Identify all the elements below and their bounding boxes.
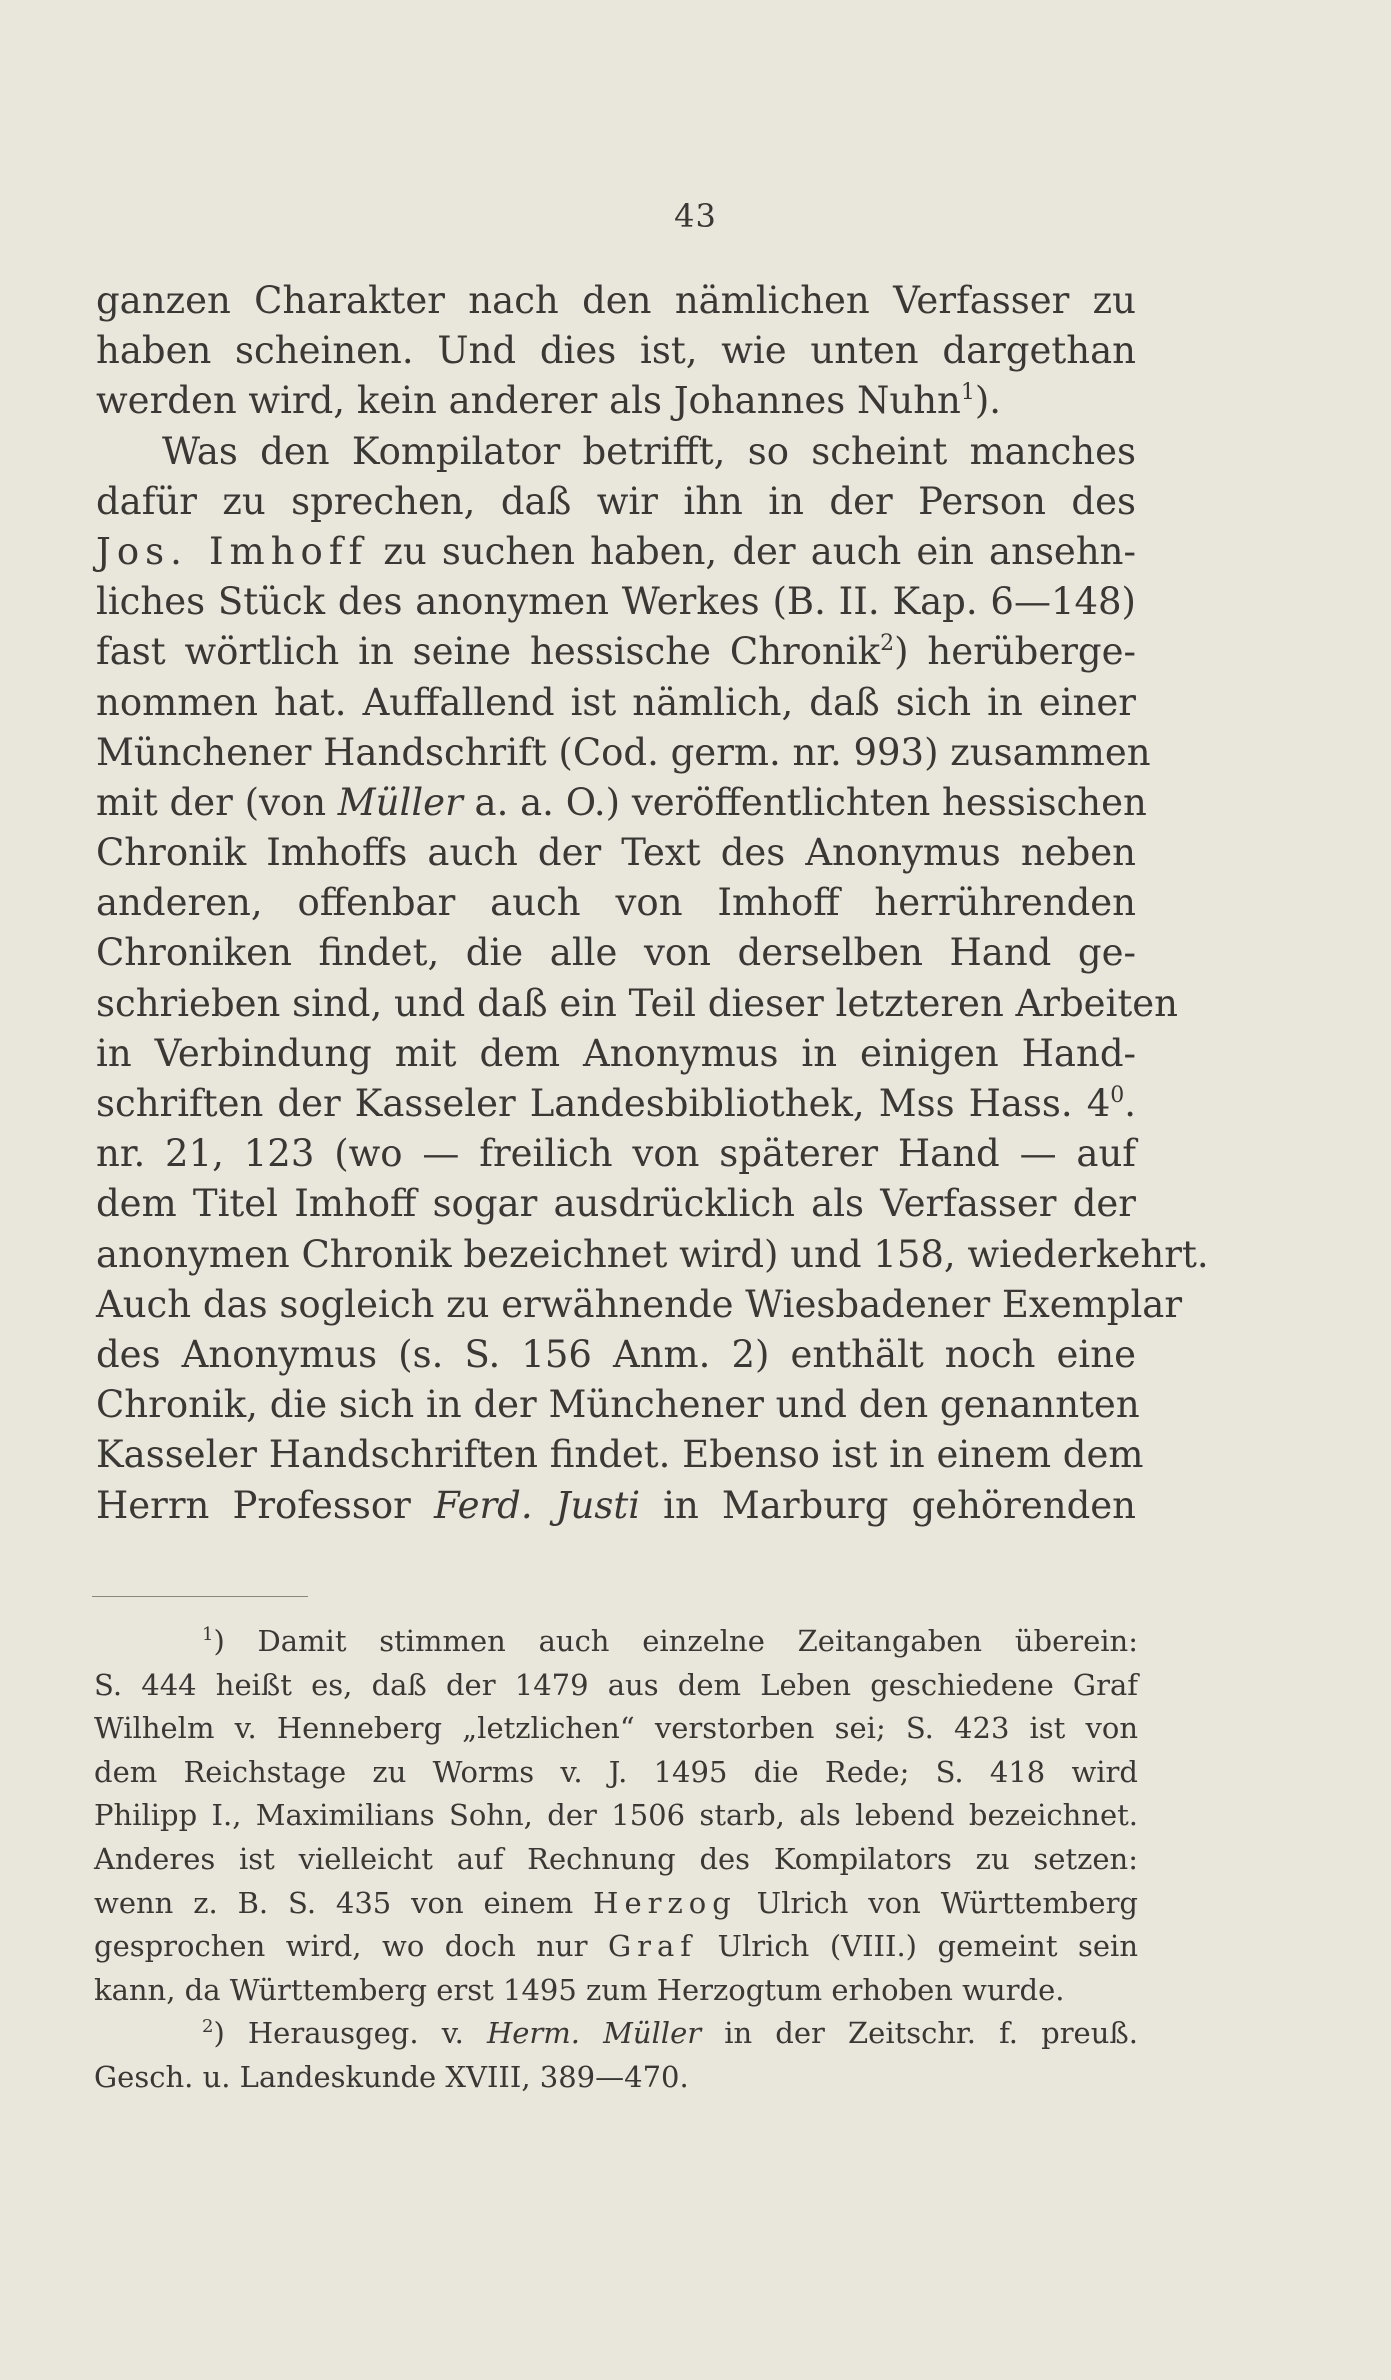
text-line: anderen, offenbar auch von Imhoff herrührenden: [96, 881, 1136, 925]
italic-author: Müller: [337, 780, 463, 824]
text-line: anonymen Chronik bezeichnet wird) und 158, wiederkehrt.: [96, 1232, 1209, 1276]
footnote-1-line: kann, da Württemberg erst 1495 zum Herzogtum erhoben wurde.: [94, 1972, 1065, 2007]
text-line: des Anonymus (s. S. 156 Anm. 2) enthält noch eine: [96, 1332, 1136, 1376]
text-line: schrieben sind, und daß ein Teil dieser letzteren Arbeiten: [96, 981, 1178, 1025]
text-line: nr. 21, 123 (wo — freilich von späterer Hand — auf: [96, 1132, 1136, 1176]
footnote-ref-1: 1: [960, 380, 975, 406]
text-line: Auch das sogleich zu erwähnende Wiesbadener Exemplar: [96, 1282, 1183, 1326]
text-line: Chronik Imhoffs auch der Text des Anonymus neben: [96, 831, 1136, 875]
footnote-divider: [92, 1596, 308, 1597]
footnote-1-marker: 1: [202, 1624, 214, 1645]
text-line: schriften der Kasseler Landesbibliothek, Mss Hass. $4^0$.: [96, 1082, 1136, 1125]
text-line: liches Stück des anonymen Werkes (B. II. Kap. 6—148): [96, 580, 1136, 624]
footnote-1-line: wenn z. B. S. 435 von einem Herzog Ulrich von Württemberg: [94, 1885, 1138, 1920]
paragraph-start-line: Was den Kompilator betrifft, so scheint manches: [162, 429, 1136, 473]
text-line: in Verbindung mit dem Anonymus in einigen Hand-: [96, 1031, 1136, 1075]
text-line: haben scheinen. Und dies ist, wie unten dargethan: [96, 329, 1136, 373]
footnote-1-line: $^1$) Damit stimmen auch einzelne Zeitangaben überein:: [202, 1624, 1138, 1658]
footnote-2-marker: 2: [202, 2016, 214, 2038]
text-line: Münchener Handschrift (Cod. germ. nr. 993) zusammen: [96, 730, 1151, 774]
text-line: werden wird, kein anderer als Johannes Nuhn$^1$).: [96, 379, 1002, 423]
spaced-name: Jos. Imhoff: [96, 529, 369, 573]
footnote-1-line: Philipp I., Maximilians Sohn, der 1506 starb, als lebend bezeichnet.: [94, 1798, 1138, 1833]
body-text: [96, 276, 1209, 1531]
footnotes: [94, 1620, 1138, 2100]
footnote-1-line: dem Reichstage zu Worms v. J. 1495 die Rede; S. 418 wird: [94, 1754, 1138, 1789]
italic-author: Herm. Müller: [486, 2016, 702, 2051]
footnote-1-line: S. 444 heißt es, daß der 1479 aus dem Leben geschiedene Graf: [94, 1667, 1138, 1702]
footnote-2-line: $^2$) Herausgeg. v. Herm. Müller in der Zeitschr. f. preuß.: [202, 2016, 1138, 2051]
page-number: 43: [674, 197, 717, 235]
text-line: Chronik, die sich in der Münchener und den genannten: [96, 1383, 1140, 1427]
text-line: Kasseler Handschriften findet. Ebenso ist in einem dem: [96, 1433, 1144, 1477]
text-line: dafür zu sprechen, daß wir ihn in der Person des: [96, 479, 1136, 523]
text-line: fast wörtlich in seine hessische Chronik$^2$) herüberge-: [96, 630, 1137, 674]
footnote-1-line: Wilhelm v. Henneberg „letzlichen“ verstorben sei; S. 423 ist von: [94, 1711, 1138, 1746]
text-line: dem Titel Imhoff sogar ausdrücklich als Verfasser der: [96, 1182, 1136, 1226]
text-line: mit der (von Müller a. a. O.) veröffentlichten hessischen: [96, 780, 1147, 824]
superscript-degree: 0: [1110, 1083, 1125, 1108]
italic-author: Ferd. Justi: [433, 1483, 641, 1527]
text-line: ganzen Charakter nach den nämlichen Verfasser zu: [96, 279, 1136, 322]
footnote-2-line: Gesch. u. Landeskunde XVIII, 389—470.: [94, 2059, 689, 2094]
spaced-title: Herzog: [593, 1885, 737, 1920]
spaced-title: Graf: [607, 1929, 698, 1964]
footnote-1-line: Anderes ist vielleicht auf Rechnung des Kompilators zu setzen:: [94, 1841, 1138, 1876]
text-line: nommen hat. Auffallend ist nämlich, daß sich in einer: [96, 680, 1136, 724]
text-line: Herrn Professor Ferd. Justi in Marburg gehörenden: [96, 1483, 1137, 1527]
footnote-1-line: gesprochen wird, wo doch nur Graf Ulrich (VIII.) gemeint sein: [94, 1929, 1138, 1964]
text-line: Chroniken findet, die alle von derselben Hand ge-: [96, 931, 1136, 975]
footnote-ref-2: 2: [880, 631, 895, 657]
text-line: Jos. Imhoff zu suchen haben, der auch ein ansehn-: [96, 529, 1136, 573]
